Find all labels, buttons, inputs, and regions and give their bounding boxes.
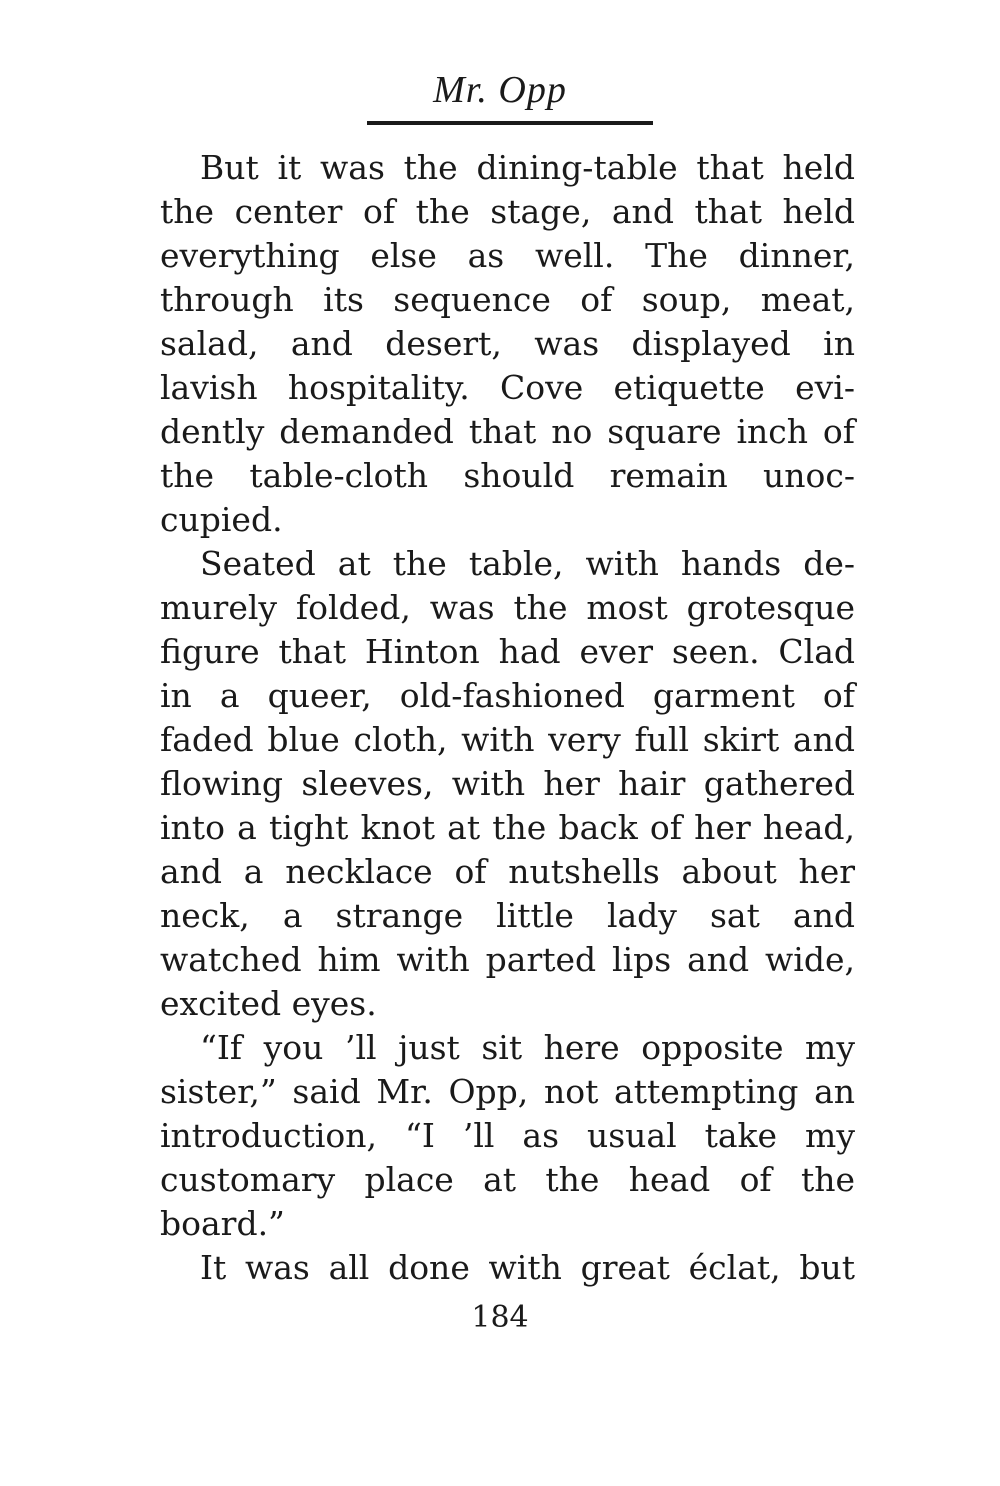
paragraph	[160, 1246, 855, 1290]
text-line: lavish hospitality. Cove etiquette evi-	[160, 368, 855, 407]
text-line: “If you ’ll just sit here opposite my	[200, 1028, 855, 1067]
page-number: 184	[471, 1300, 529, 1335]
text-line: It was all done with great éclat, but	[200, 1248, 855, 1287]
text-line: into a tight knot at the back of her head,	[160, 808, 855, 847]
paragraph	[160, 1026, 855, 1246]
text-line: excited eyes.	[160, 984, 377, 1023]
text-line: flowing sleeves, with her hair gathered	[160, 764, 855, 803]
text-line: through its sequence of soup, meat,	[160, 280, 855, 319]
text-line: board.”	[160, 1204, 285, 1243]
text-line: everything else as well. The dinner,	[160, 236, 855, 275]
body-text	[160, 146, 855, 1290]
text-line: Seated at the table, with hands de-	[200, 544, 855, 583]
text-line: and a necklace of nutshells about her	[160, 852, 855, 891]
text-line: the center of the stage, and that held	[160, 192, 855, 231]
text-line: sister,” said Mr. Opp, not attempting an	[160, 1072, 855, 1111]
text-line: watched him with parted lips and wide,	[160, 940, 855, 979]
paragraph	[160, 146, 855, 542]
text-line: faded blue cloth, with very full skirt and	[160, 720, 855, 759]
text-line: salad, and desert, was displayed in	[160, 324, 855, 363]
text-line: the table-cloth should remain unoc-	[160, 456, 855, 495]
header-rule	[367, 121, 653, 125]
text-line: figure that Hinton had ever seen. Clad	[160, 632, 855, 671]
running-head: Mr. Opp	[433, 69, 567, 111]
text-line: dently demanded that no square inch of	[160, 412, 855, 451]
text-line: But it was the dining-table that held	[200, 148, 855, 187]
text-line: neck, a strange little lady sat and	[160, 896, 855, 935]
text-line: customary place at the head of the	[160, 1160, 855, 1199]
text-line: introduction, “I ’ll as usual take my	[160, 1116, 855, 1155]
paragraph	[160, 542, 855, 1026]
text-line: murely folded, was the most grotesque	[160, 588, 855, 627]
text-line: cupied.	[160, 500, 283, 539]
text-line: in a queer, old-fashioned garment of	[160, 676, 855, 715]
